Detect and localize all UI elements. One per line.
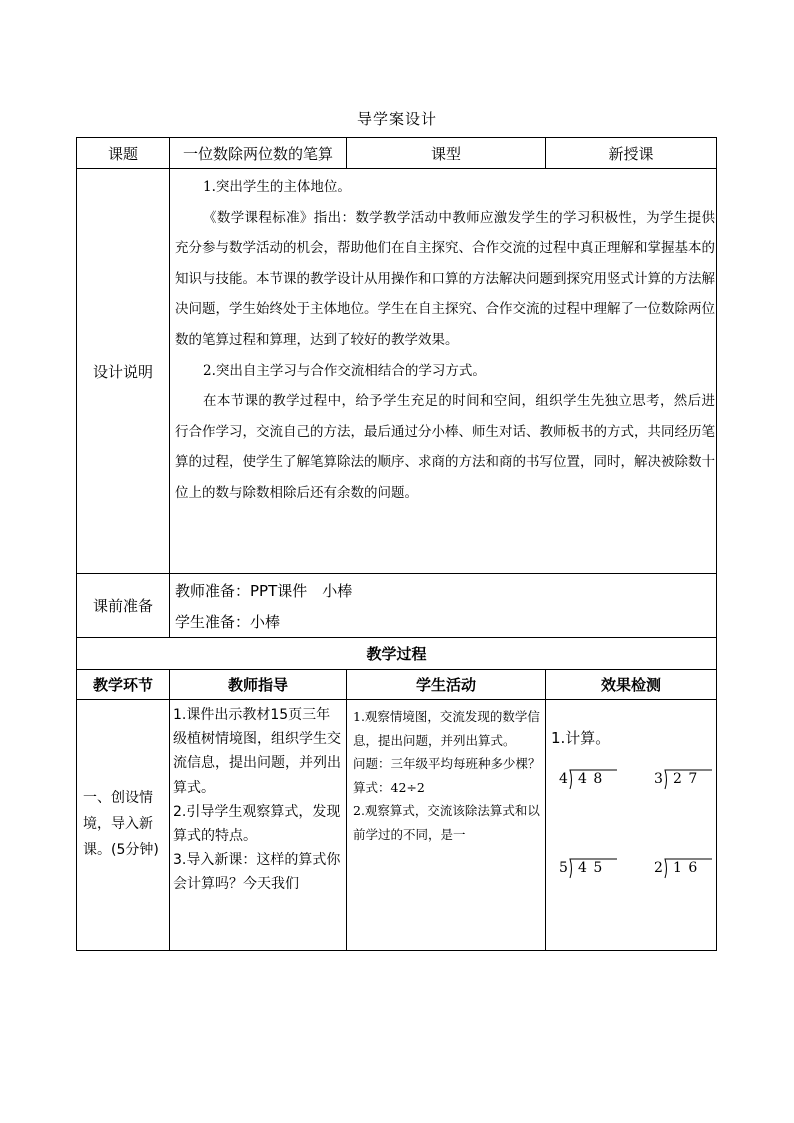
- teacher-step: 2.引导学生观察算式，发现算式的特点。: [173, 803, 341, 845]
- topic-label: 课题: [107, 144, 138, 163]
- col-divider-3-bottom: [545, 669, 546, 950]
- design-paragraph: 《数学课程标准》指出：数学教学活动中教师应激发学生的学习积极性，为学生提供充分参与数学活动的机会，帮助他们在自主探究、合作交流的过程中真正理解和掌握基本的知识与技能。本节课的教学设计从用操作和口算的方法解决问题到探究用竖式计算的方法解决问题，学生始终处于主体地位。学生在自主探究、合作交流的过程中理解了一位数除两位数的笔算过程和算理，达到了较好的教学效果。: [175, 209, 715, 348]
- student-step: 算式：42÷2: [353, 779, 425, 795]
- col-divider-1-top: [169, 137, 170, 637]
- type-value: 新授课: [608, 144, 654, 163]
- process-heading: 教学过程: [366, 645, 427, 663]
- col-header-teacher: 教师指导: [227, 676, 288, 694]
- col-divider-1-bottom: [169, 669, 170, 950]
- division-problem: [654, 857, 714, 881]
- teacher-guidance: [173, 703, 343, 897]
- stage-name: [83, 785, 163, 863]
- stage-name-text: 一、创设情境，导入新课。(5分钟): [83, 790, 159, 858]
- student-activity: [353, 705, 541, 847]
- dividend: 4 5: [578, 860, 604, 876]
- student-step: 1.观察情境图，交流发现的数学信息，提出问题，并列出算式。: [353, 709, 540, 748]
- divisor: 4: [559, 771, 568, 787]
- col-header-student: 学生活动: [415, 676, 476, 694]
- division-problem: [654, 768, 714, 792]
- row-line-5: [76, 699, 717, 700]
- dividend: 2 7: [673, 771, 699, 787]
- division-problem: [559, 857, 619, 881]
- prep-label: 课前准备: [92, 597, 153, 615]
- dividend: 1 6: [673, 860, 699, 876]
- col-header-check: 效果检测: [600, 676, 661, 694]
- design-description: [175, 172, 715, 509]
- design-paragraph: 在本节课的教学过程中，给予学生充足的时间和空间，组织学生先独立思考，然后进行合作学习，交流自己的方法，最后通过分小棒、师生对话、教师板书的方式，共同经历笔算的过程，使学生了解笔算除法的顺序、求商的方法和商的书写位置，同时，解决被除数十位上的数与除数相除后还有余数的问题。: [175, 393, 715, 501]
- page-title: 导学案设计: [356, 110, 437, 128]
- design-label: 设计说明: [92, 362, 153, 381]
- division-problem: [559, 768, 619, 792]
- prep-teacher: 教师准备：PPT课件 小棒: [175, 581, 353, 600]
- teacher-step: 3.导入新课：这样的算式你会计算吗？今天我们: [173, 852, 341, 893]
- teacher-step: 1.课件出示教材15页三年级植树情境图，组织学生交流信息，提出问题，并列出算式。: [173, 707, 341, 796]
- prep-student: 学生准备：小棒: [175, 612, 281, 631]
- divisor: 2: [654, 860, 663, 876]
- design-paragraph: 1.突出学生的主体地位。: [203, 179, 351, 195]
- student-step: 问题：三年级平均每班种多少棵？: [353, 756, 541, 772]
- row-line-2: [76, 573, 717, 574]
- student-step: 2.观察算式，交流该除法算式和以前学过的不同，是一: [353, 803, 540, 842]
- divisor: 5: [559, 860, 568, 876]
- topic-value: 一位数除两位数的笔算: [182, 144, 333, 163]
- check-title: 1.计算。: [551, 728, 611, 747]
- dividend: 4 8: [578, 771, 604, 787]
- row-line-1: [76, 168, 717, 169]
- type-label: 课型: [430, 144, 461, 163]
- col-header-stage: 教学环节: [92, 676, 153, 694]
- row-line-bottom: [76, 950, 717, 951]
- divisor: 3: [654, 771, 663, 787]
- design-paragraph: 2.突出自主学习与合作交流相结合的学习方式。: [203, 362, 486, 379]
- col-divider-2-bottom: [346, 669, 347, 950]
- border-right: [716, 137, 717, 950]
